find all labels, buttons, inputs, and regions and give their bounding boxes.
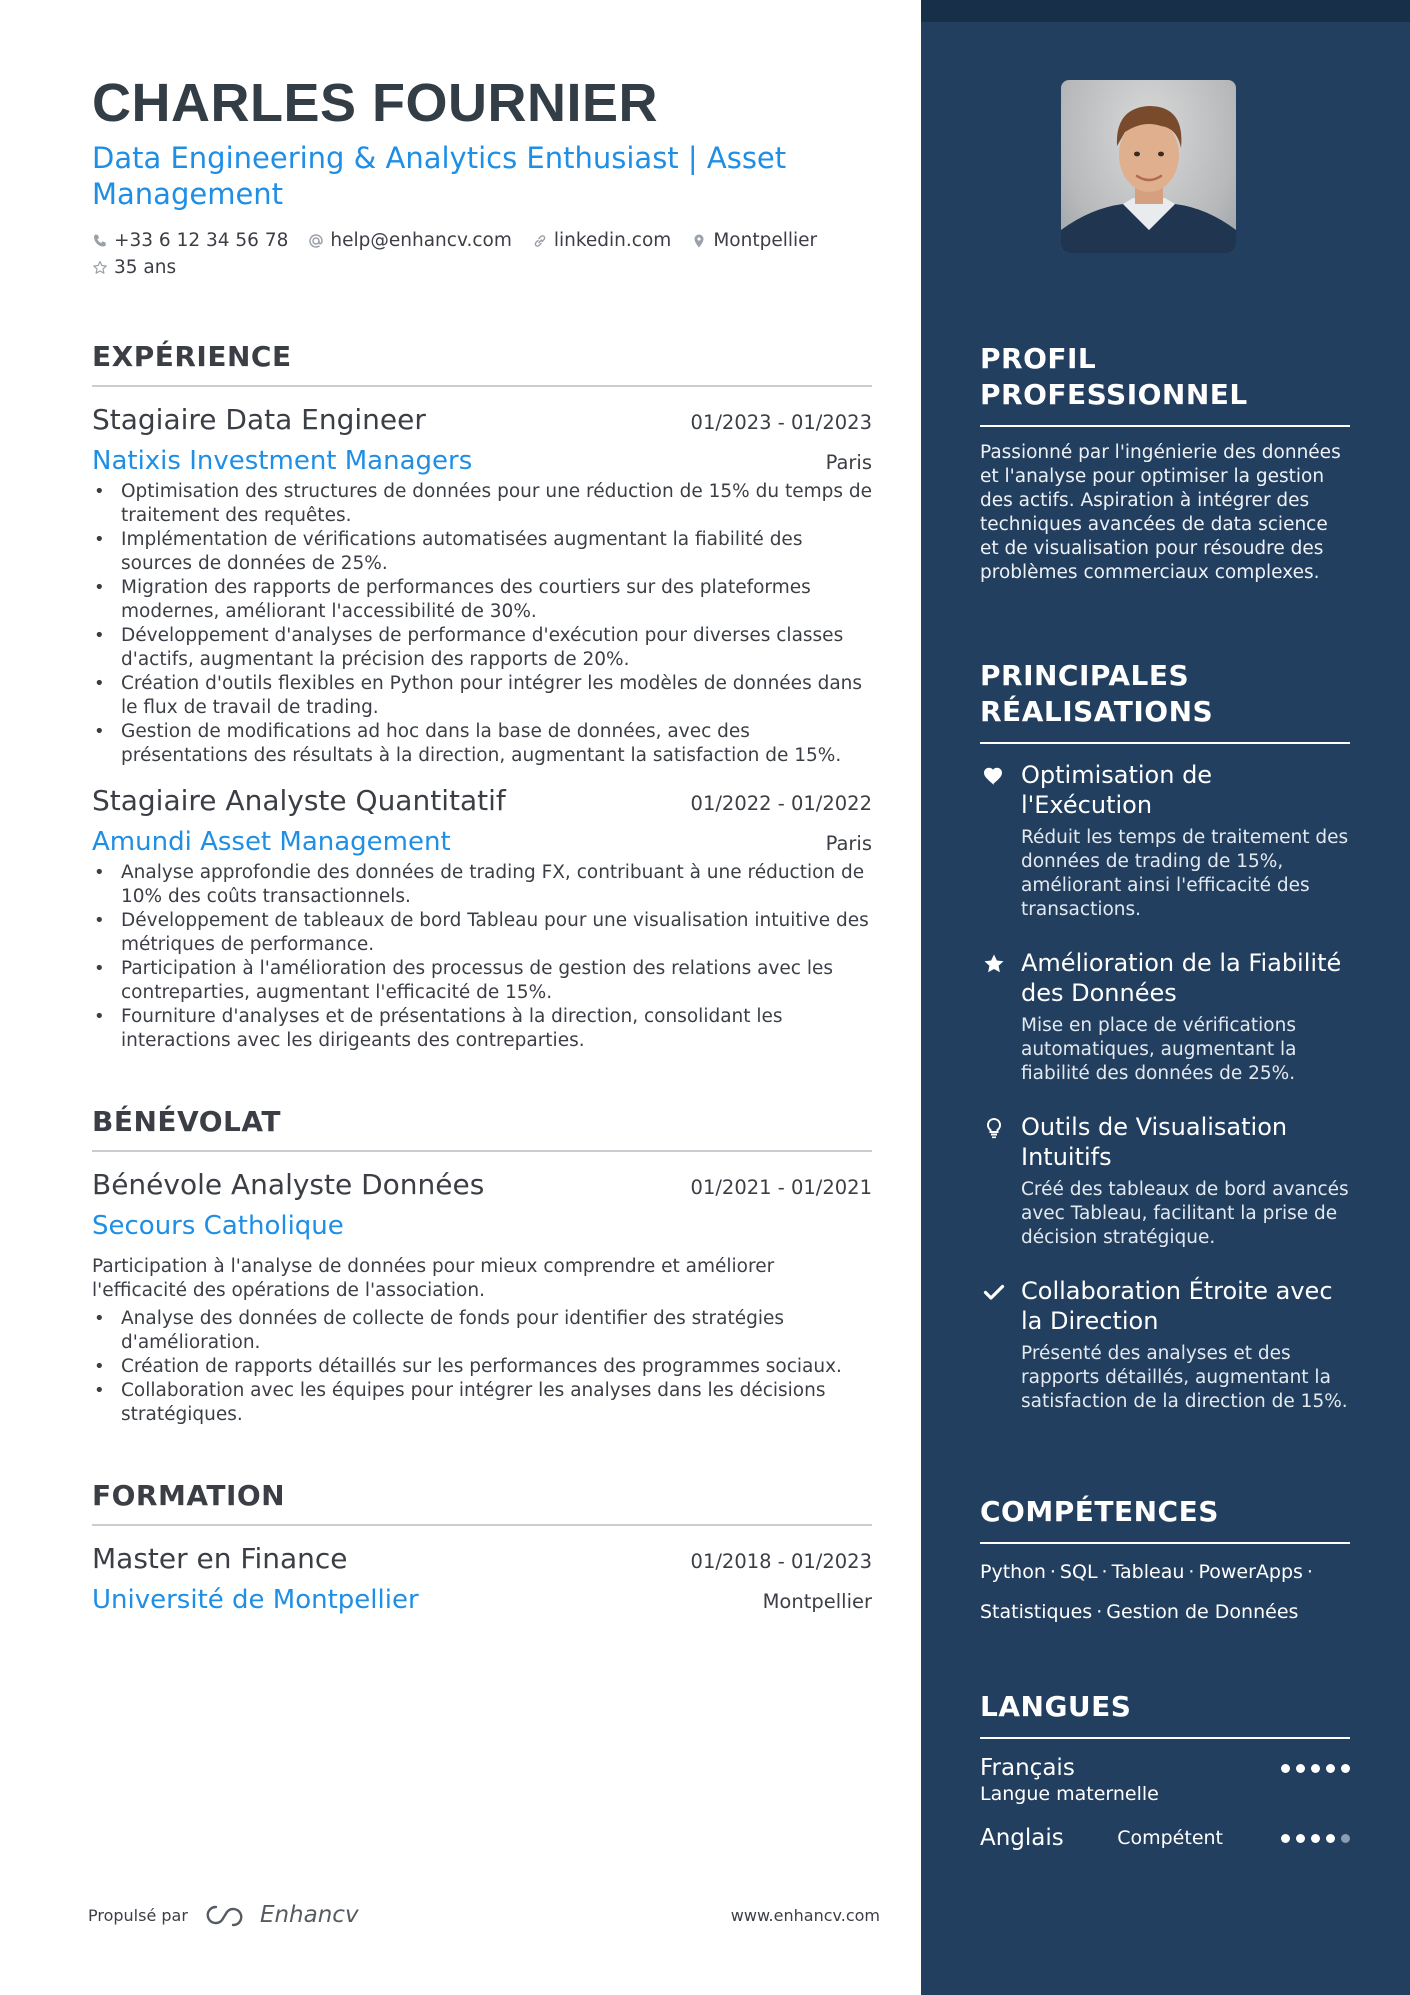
rating-dot bbox=[1281, 1764, 1290, 1773]
bullet-item: • Implémentation de vérifications automatisées augmentant la fiabilité des sources de données de 25%. bbox=[92, 528, 872, 576]
sidebar-top-bar bbox=[921, 0, 1410, 22]
skill-tag: Gestion de Données bbox=[1106, 1601, 1299, 1623]
job-location: Paris bbox=[825, 832, 872, 856]
at-icon bbox=[308, 233, 324, 249]
rating-dot bbox=[1311, 1834, 1320, 1843]
bullet-item: • Analyse approfondie des données de trading FX, contribuant à une réduction de 10% des coûts transactionnels. bbox=[92, 861, 872, 909]
education-dates: 01/2018 - 01/2023 bbox=[690, 1550, 872, 1574]
education-entry bbox=[92, 1542, 872, 1615]
achievement-description: Réduit les temps de traitement des données de trading de 15%, améliorant ainsi l'efficacité des transactions. bbox=[1021, 827, 1349, 920]
rating-dot bbox=[1326, 1834, 1335, 1843]
volunteering-title: BÉNÉVOLAT bbox=[92, 1105, 872, 1152]
school-name: Université de Montpellier bbox=[92, 1585, 419, 1616]
bullet-item: • Optimisation des structures de données pour une réduction de 15% du temps de traitement des requêtes. bbox=[92, 480, 872, 528]
skills-section bbox=[980, 1494, 1350, 1632]
avatar bbox=[1061, 80, 1236, 253]
volunteer-role: Bénévole Analyste Données bbox=[92, 1168, 485, 1202]
rating-dot bbox=[1296, 1764, 1305, 1773]
brand-name: Enhancv bbox=[259, 1902, 359, 1928]
website-link[interactable]: www.enhancv.com bbox=[730, 1905, 880, 1925]
skill-tag: Statistiques bbox=[980, 1601, 1093, 1623]
enhancv-logo-icon bbox=[204, 1903, 250, 1927]
link-icon bbox=[532, 233, 548, 249]
bullet-item: • Migration des rapports de performances des courtiers sur des plateformes modernes, améliorant l'accessibilité de 30%. bbox=[92, 576, 872, 624]
school-location: Montpellier bbox=[762, 1590, 872, 1614]
volunteer-dates: 01/2021 - 01/2021 bbox=[690, 1176, 872, 1200]
candidate-name: CHARLES FOURNIER bbox=[92, 73, 659, 133]
achievement-title: Outils de Visualisation Intuitifs bbox=[1021, 1113, 1288, 1171]
skill-tag: Tableau bbox=[1111, 1561, 1185, 1583]
achievement-item bbox=[980, 1112, 1350, 1250]
contact-linkedin-text: linkedin.com bbox=[553, 230, 672, 252]
experience-entry bbox=[92, 403, 872, 768]
contact-email-text: help@enhancv.com bbox=[330, 230, 512, 252]
achievement-title: Amélioration de la Fiabilité des Données bbox=[1021, 949, 1342, 1007]
contact-age-text: 35 ans bbox=[114, 257, 177, 279]
job-dates: 01/2023 - 01/2023 bbox=[690, 411, 872, 435]
experience-entry bbox=[92, 784, 872, 1053]
achievement-item bbox=[980, 1276, 1350, 1414]
language-rating bbox=[1281, 1764, 1350, 1773]
achievement-description: Présenté des analyses et des rapports détaillés, augmentant la satisfaction de la direction de 15%. bbox=[1021, 1343, 1348, 1412]
achievement-item bbox=[980, 760, 1350, 922]
bullet-item: • Fourniture d'analyses et de présentations à la direction, consolidant les interactions avec les dirigeants des contreparties. bbox=[92, 1005, 872, 1053]
contact-linkedin[interactable] bbox=[532, 230, 671, 251]
job-bullets bbox=[92, 861, 872, 1053]
contact-phone-text: +33 6 12 34 56 78 bbox=[114, 230, 289, 252]
volunteer-bullets bbox=[92, 1307, 872, 1427]
organization-name: Secours Catholique bbox=[92, 1211, 344, 1242]
achievements-title: PRINCIPALES RÉALISATIONS bbox=[980, 658, 1350, 744]
degree-name: Master en Finance bbox=[92, 1542, 348, 1576]
bullet-item: • Développement de tableaux de bord Tableau pour une visualisation intuitive des métriques de performance. bbox=[92, 909, 872, 957]
achievement-title: Collaboration Étroite avec la Direction bbox=[1021, 1277, 1333, 1335]
language-rating bbox=[1281, 1834, 1350, 1843]
achievement-description: Mise en place de vérifications automatiques, augmentant la fiabilité des données de 25%. bbox=[1021, 1015, 1297, 1084]
rating-dot bbox=[1311, 1764, 1320, 1773]
language-level: Langue maternelle bbox=[980, 1783, 1159, 1805]
volunteer-description: Participation à l'analyse de données pour mieux comprendre et améliorer l'efficacité des opérations de l'association. bbox=[92, 1256, 775, 1302]
achievement-description: Créé des tableaux de bord avancés avec Tableau, facilitant la prise de décision stratégique. bbox=[1021, 1179, 1349, 1248]
company-name: Amundi Asset Management bbox=[92, 827, 451, 858]
language-level: Compétent bbox=[1117, 1827, 1223, 1849]
language-name: Français bbox=[980, 1755, 1075, 1781]
experience-title: EXPÉRIENCE bbox=[92, 340, 872, 387]
bullet-item: • Création d'outils flexibles en Python pour intégrer les modèles de données dans le flux de travail de trading. bbox=[92, 672, 872, 720]
powered-by bbox=[88, 1902, 359, 1928]
contact-location-text: Montpellier bbox=[713, 230, 818, 252]
contact-email[interactable] bbox=[308, 230, 511, 251]
job-title: Stagiaire Data Engineer bbox=[92, 403, 426, 437]
languages-title: LANGUES bbox=[980, 1689, 1350, 1739]
job-bullets bbox=[92, 480, 872, 768]
check-icon bbox=[982, 1280, 1006, 1304]
avatar-portrait bbox=[1061, 80, 1236, 253]
bullet-item: • Participation à l'amélioration des processus de gestion des relations avec les contreparties, augmentant l'efficacité de 15%. bbox=[92, 957, 872, 1005]
languages-section bbox=[980, 1689, 1350, 1851]
language-item bbox=[980, 1755, 1350, 1805]
company-name: Natixis Investment Managers bbox=[92, 446, 473, 477]
skills-list: Python · SQL · Tableau · PowerApps · Statistiques · Gestion de Données bbox=[980, 1561, 1313, 1623]
headline: Data Engineering & Analytics Enthusiast | Asset Management bbox=[92, 141, 787, 212]
rating-dot bbox=[1296, 1834, 1305, 1843]
lightbulb-icon bbox=[982, 1116, 1006, 1140]
skill-tag: Python bbox=[980, 1561, 1046, 1583]
brand-logo[interactable] bbox=[204, 1902, 359, 1928]
volunteering-entry bbox=[92, 1168, 872, 1427]
bullet-item: • Développement d'analyses de performance d'exécution pour diverses classes d'actifs, augmentant la précision des rapports de 20%. bbox=[92, 624, 872, 672]
rating-dot bbox=[1326, 1764, 1335, 1773]
skill-tag: SQL bbox=[1059, 1561, 1098, 1583]
bullet-item: • Gestion de modifications ad hoc dans la base de données, avec des présentations des résultats à la direction, augmentant la satisfaction de 15%. bbox=[92, 720, 872, 768]
profile-section bbox=[980, 341, 1350, 585]
contact-phone[interactable] bbox=[92, 230, 288, 251]
language-name: Anglais bbox=[980, 1825, 1064, 1851]
phone-icon bbox=[92, 233, 108, 249]
job-title: Stagiaire Analyste Quantitatif bbox=[92, 784, 506, 818]
location-icon bbox=[691, 233, 707, 249]
skills-title: COMPÉTENCES bbox=[980, 1494, 1350, 1544]
achievement-item bbox=[980, 948, 1350, 1086]
rating-dot bbox=[1341, 1834, 1350, 1843]
achievements-section bbox=[980, 658, 1350, 1414]
rating-dot bbox=[1341, 1764, 1350, 1773]
job-dates: 01/2022 - 01/2022 bbox=[690, 792, 872, 816]
star-icon bbox=[982, 952, 1006, 976]
bullet-item: • Création de rapports détaillés sur les performances des programmes sociaux. bbox=[92, 1355, 872, 1379]
rating-dot bbox=[1281, 1834, 1290, 1843]
profile-text: Passionné par l'ingénierie des données et l'analyse pour optimiser la gestion des actifs. Aspiration à intégrer des techniques avancées de data science et de visualisation pour résoudre des problèmes commerciaux complexes. bbox=[980, 442, 1341, 583]
language-item bbox=[980, 1825, 1350, 1851]
contact-location bbox=[691, 230, 817, 251]
profile-title: PROFIL PROFESSIONNEL bbox=[980, 341, 1350, 427]
contact-age bbox=[92, 257, 176, 278]
contact-list bbox=[92, 230, 882, 278]
powered-by-label: Propulsé par bbox=[88, 1905, 188, 1925]
achievement-title: Optimisation de l'Exécution bbox=[1021, 761, 1213, 819]
job-location: Paris bbox=[825, 451, 872, 475]
footer bbox=[88, 1902, 880, 1928]
star-outline-icon bbox=[92, 260, 108, 276]
skill-tag: PowerApps bbox=[1198, 1561, 1303, 1583]
bullet-item: • Collaboration avec les équipes pour intégrer les analyses dans les décisions stratégiques. bbox=[92, 1379, 872, 1427]
sidebar bbox=[921, 0, 1410, 1995]
education-title: FORMATION bbox=[92, 1479, 872, 1526]
bullet-item: • Analyse des données de collecte de fonds pour identifier des stratégies d'amélioration. bbox=[92, 1307, 872, 1355]
heart-icon bbox=[982, 764, 1006, 788]
